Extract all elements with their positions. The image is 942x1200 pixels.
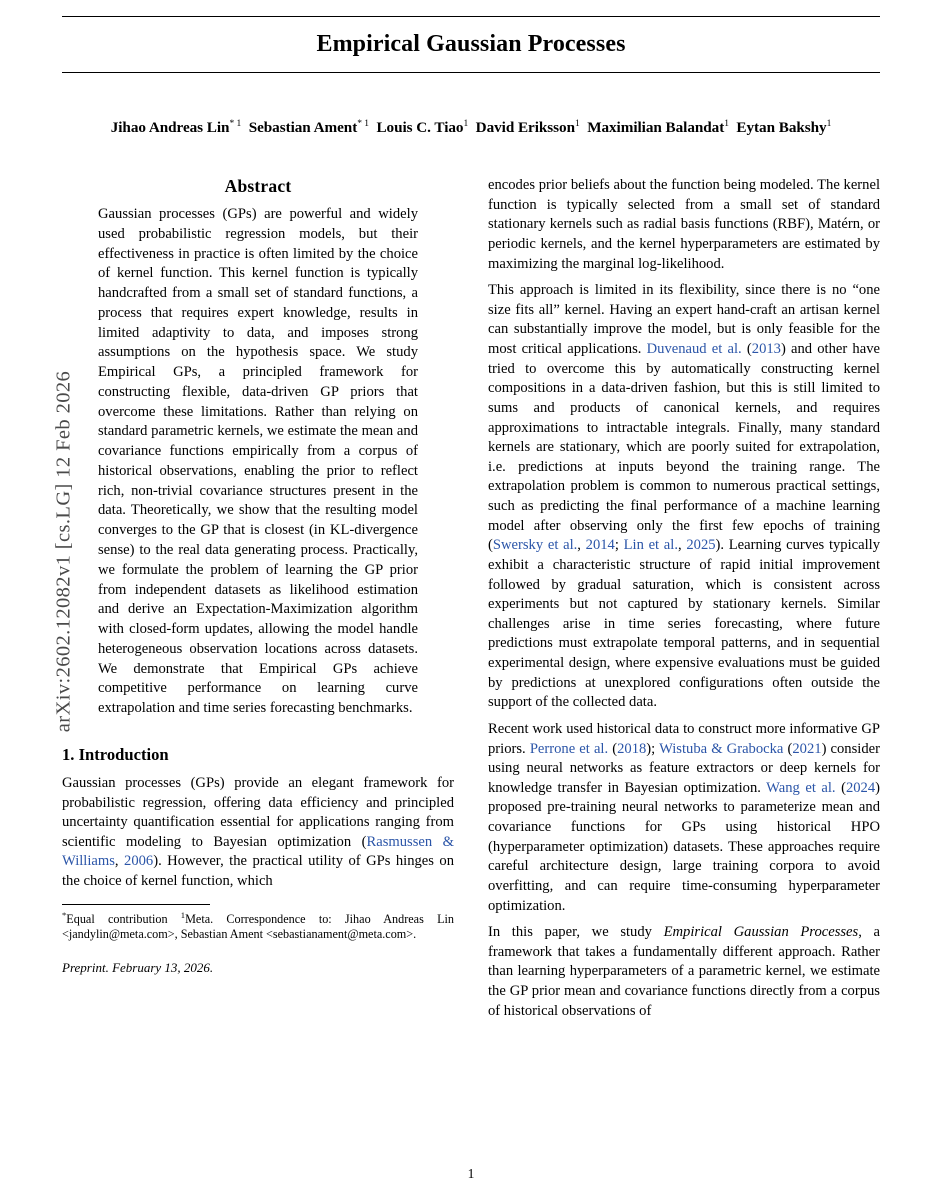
- paper-content: [62, 0, 880, 1200]
- citation-link[interactable]: 2018: [617, 740, 647, 757]
- citation-link[interactable]: Duvenaud et al.: [646, 341, 742, 357]
- abstract-heading: Abstract: [224, 176, 292, 196]
- body-text: Meta. Correspondence to: Jihao Andreas Lin <jandylin@meta.com>, Sebastian Ament <sebastianament@meta.com>.: [62, 911, 454, 941]
- author-affiliation-mark: 1: [724, 119, 729, 129]
- body-text: ). However, the practical utility of GPs hinges on the choice of kernel function, which: [62, 853, 455, 890]
- author-name: David Eriksson: [475, 119, 575, 137]
- body-text: Equal contribution: [66, 911, 181, 926]
- body-text: (: [835, 779, 846, 796]
- author-affiliation-mark: 1: [826, 119, 832, 129]
- title-rule-top: [62, 16, 880, 17]
- citation-link[interactable]: 2021: [792, 740, 822, 757]
- page-title: Empirical Gaussian Processes: [316, 31, 626, 57]
- body-text: ) and other have tried to overcome this by automatically constructing kernel compositions in a data-driven fashion, but this is still limited to sums and products of canonical kernels, and requires approximations to intractable integrals. Finally, many standard kernels are stationary, which are poorly suited for extrapolation, i.e. predictions at inputs beyond the training range. The extrapolation problem is common to numerous practical settings, such as predicting the final performance of a machine learning model after observing only the first few epochs of training (: [488, 341, 880, 554]
- footnote-mark: *: [62, 909, 67, 920]
- right-column: [488, 176, 880, 1021]
- citation-link[interactable]: Rasmussen & Williams: [62, 833, 455, 870]
- body-text: ). Learning curves typically exhibit a characteristic structure of rapid initial improvement followed by gradual saturation, which is consistent across experiments but not captured by stationary kernels. Similar challenges arise in time series forecasting, where future predictions must extrapolate temporal patterns, and in sequential experimental design, where expensive evaluations must be guided by predictions at unexplored configurations often outside the support of the collected data.: [488, 537, 881, 711]
- author-affiliation-mark: * 1: [229, 119, 242, 129]
- right-paragraph-2: [488, 281, 880, 713]
- body-text: (: [608, 740, 618, 757]
- author-affiliation-mark: * 1: [357, 119, 369, 129]
- page-number: 1: [467, 1166, 475, 1181]
- footnote-mark: 1: [180, 909, 186, 920]
- citation-link[interactable]: Perrone et al.: [529, 740, 609, 757]
- body-text: ) consider using neural networks as feature extractors or deep kernels for knowledge transfer in Bayesian optimization.: [488, 740, 880, 796]
- body-text: ,: [114, 853, 125, 870]
- citation-link[interactable]: Lin et al.: [623, 537, 678, 554]
- arxiv-stamp: arXiv:2602.12082v1 [cs.LG] 12 Feb 2026: [52, 370, 75, 733]
- citation-link[interactable]: 2006: [124, 853, 154, 870]
- abstract-body: Gaussian processes (GPs) are powerful and widely used probabilistic regression models, but their effectiveness in practice is often limited by the choice of kernel function. This kernel function is typically handcrafted from a small set of standard functions, a process that requires expert knowledge, results in limited adaptivity to data, and imposes strong assumptions on the hypothesis space. We study Empirical GPs, a principled framework for constructing flexible, data-driven GP priors that overcome these limitations. Rather than relying on standard parametric kernels, we estimate the mean and covariance functions empirically from a corpus of historical observations, enabling the prior to reflect rich, non-trivial covariance structures present in the data. Theoretically, we show that the resulting model converges to the GP that is closest (in KL-divergence sense) to the real data generating process. Practically, we formulate the problem of learning the GP prior from independent datasets as likelihood estimation and derive an Expectation-Maximization algorithm with closed-form updates, allowing the model handle heterogeneous observation locations across datasets. We demonstrate that Empirical GPs achieve competitive performance on learning curve extrapolation and time series forecasting benchmarks.: [98, 206, 418, 717]
- citation-link[interactable]: 2014: [585, 537, 615, 554]
- citation-link[interactable]: Wang et al.: [766, 779, 836, 796]
- right-paragraph-1: [488, 176, 880, 274]
- author-affiliation-mark: 1: [463, 119, 469, 129]
- body-text: );: [646, 740, 660, 757]
- author-name: Maximilian Balandat: [587, 119, 725, 137]
- body-text: Recent work used historical data to construct more informative GP priors.: [488, 720, 880, 757]
- left-column: [62, 176, 454, 1021]
- author-name: Jihao Andreas Lin: [110, 119, 230, 137]
- body-text: This approach is limited in its flexibility, since there is no “one size fits all” kernel. Having an expert hand-craft an artisan kernel can substantially improve the model, but is only feasible for the most critical applications.: [488, 282, 880, 357]
- emphasis-text: Empirical Gaussian Processes: [663, 924, 859, 941]
- body-text: (: [741, 341, 752, 357]
- author-name: Eytan Bakshy: [736, 119, 827, 137]
- body-text: encodes prior beliefs about the function being modeled. The kernel function is typically selected from a small set of standard stationary kernels such as radial basis functions (RBF), Matérn, or periodic kernels, and the kernel hyperparameters are estimated by maximizing the marginal log-likelihood.: [488, 177, 880, 272]
- author-name: Louis C. Tiao: [376, 119, 464, 137]
- footnote-separator: [62, 904, 210, 905]
- title-rule-bottom: [62, 72, 880, 73]
- author-list: [62, 119, 880, 137]
- citation-link[interactable]: 2024: [845, 779, 876, 796]
- body-text: ,: [678, 537, 687, 554]
- body-text: Gaussian processes (GPs) provide an elegant framework for probabilistic regression, offering data efficiency and principled uncertainty quantification essential for applications ranging from scientific modeling to Bayesian optimization (: [62, 774, 454, 850]
- citation-link[interactable]: Swersky et al.: [492, 537, 578, 554]
- right-paragraph-3: [488, 720, 880, 916]
- body-text: ) proposed pre-training neural networks to parameterize mean and covariance functions for GPs using historical HPO (hyperparameter optimization) datasets. These approaches require careful architecture design, large training corpora to avoid overfitting, and can require time-consuming hyperparameter optimization.: [488, 779, 881, 914]
- citation-link[interactable]: 2025: [686, 537, 716, 554]
- body-text: In this paper, we study: [488, 924, 664, 941]
- author-affiliation-mark: 1: [574, 119, 580, 129]
- author-name: Sebastian Ament: [248, 119, 358, 137]
- preprint-note: Preprint. February 13, 2026.: [62, 959, 214, 975]
- footnote-affiliation: [62, 910, 454, 942]
- body-text: (: [783, 740, 793, 757]
- body-text: ;: [614, 537, 624, 554]
- section-heading-introduction: 1. Introduction: [62, 744, 169, 764]
- two-column-body: [62, 176, 880, 1021]
- right-paragraph-4: [488, 923, 880, 1021]
- citation-link[interactable]: 2013: [751, 341, 781, 357]
- body-text: ,: [577, 537, 586, 554]
- citation-link[interactable]: Wistuba & Grabocka: [659, 740, 784, 757]
- body-text: , a framework that takes a fundamentally different approach. Rather than learning hyperparameters of a parametric kernel, we estimate the GP prior mean and covariance functions directly from a corpus of historical observations of: [488, 924, 880, 1019]
- intro-paragraph-1: [62, 774, 454, 892]
